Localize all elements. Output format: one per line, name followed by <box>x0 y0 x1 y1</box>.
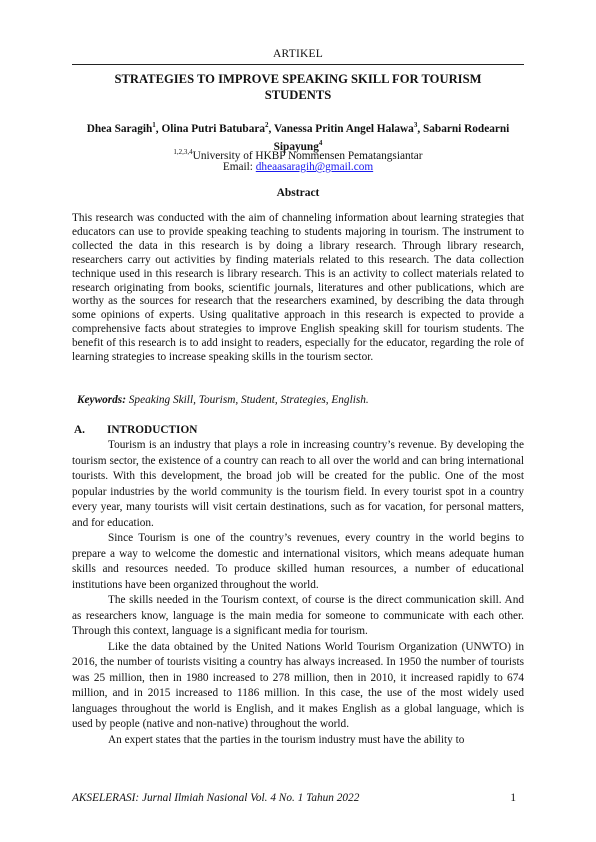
paragraph: An expert states that the parties in the tourism industry must have the ability to <box>108 733 465 746</box>
abstract-heading: Abstract <box>276 187 320 199</box>
author-3-sup: 3 <box>413 121 418 129</box>
title-line-1: STRATEGIES TO IMPROVE SPEAKING SKILL FOR TOURISM <box>114 72 482 86</box>
section-title: INTRODUCTION <box>107 424 198 436</box>
footer-journal: AKSELERASI: Jurnal Ilmiah Nasional Vol. 4 No. 1 Tahun 2022 <box>72 792 360 804</box>
paragraph: The skills needed in the Tourism context, of course is the direct communication skill. And as researchers know, language is the main media for someone to communicate with each other. Through this context, language is a significant media for tourism. <box>72 594 524 637</box>
page-footer <box>72 792 524 804</box>
page-number: 1 <box>510 792 516 804</box>
section-heading <box>74 424 524 436</box>
section-number: A. <box>74 424 85 436</box>
paragraph: Since Tourism is one of the country’s revenues, every country in the world begins to prepare a way to welcome the domestic and international visitors, which means adequate human skills and resources needed. To produce skilled human resources, a number of educational institutions have been organized throughout the world. <box>72 532 524 591</box>
keywords-line <box>77 393 524 407</box>
author-1-sup: 1 <box>152 121 156 129</box>
author-4: Sabarni Rodearni Sipayung <box>273 122 510 154</box>
keywords-text: Speaking Skill, Tourism, Student, Strategies, English. <box>125 394 369 406</box>
paragraph: Tourism is an industry that plays a role in increasing country’s revenue. By developing the tourism sector, the existence of a country can reach to all over the world and can bring international tourists. With this development, the broad job will be created for the public. One of the most popular industries by the world community is the tourism field. In every tourist spot in a country every year, many tourists will visit certain destinations, such as for vacation, for personal matters, and for education. <box>72 439 524 529</box>
author-2: Olina Putri Batubara <box>161 122 266 135</box>
author-2-sup: 2 <box>265 121 269 129</box>
paragraph: Like the data obtained by the United Nations World Tourism Organization (UNWTO) in 2016, the number of tourists visiting a country has always increased. In 1950 the number of tourists was 25 million, then in 1980 increased to 278 million, then in 2010, it increased rapidly to 674 million, and in 2015 increased to 1186 million. In this case, the use of the most widely used languages throughout the world is English, and it makes English as a global language, which is used by people (native and non-native) throughout the world. <box>72 640 524 730</box>
email-link[interactable]: dheaasaragih@gmail.com <box>255 161 374 173</box>
affiliation-sup: 1,2,3,4 <box>173 148 193 156</box>
paper-title <box>72 71 524 103</box>
author-1: Dhea Saragih <box>86 122 153 135</box>
author-4-sup: 4 <box>318 139 323 148</box>
title-line-2: STUDENTS <box>264 88 332 102</box>
introduction-body <box>72 438 524 748</box>
author-list: Dhea Saragih$^1$, Olina Putri Batubara$^2$, Vanessa Pritin Angel Halawa$^3$, Sabarni Rodearni Sipayung$^4$ <box>86 121 510 154</box>
header-rule <box>72 64 524 65</box>
affiliation-text: University of HKBP Nommensen Pematangsiantar <box>192 149 423 162</box>
keywords-label: Keywords: <box>77 394 126 406</box>
email-label: Email: <box>222 161 256 173</box>
running-header: ARTIKEL <box>273 48 323 60</box>
email-line <box>72 160 524 175</box>
author-3: Vanessa Pritin Angel Halawa <box>273 122 414 135</box>
abstract-text: This research was conducted with the aim of channeling information about learning strategies that educators can use to provide speaking teaching to students majoring in tourism. The instrument to collected the data in this research is by doing a library research. Through library research, researchers carry out activities by finding materials related to this research. The data collection technique used in this research is library research. This is an activity to collect materials related to research originating from books, scientific journals, literatures and other publications, which are worthy as the sources for research that the researchers examined, by describing the data through some opinions of experts. Using qualitative approach in this research is expected to provide a comprehensive facts about strategies to improve English speaking skill for tourism students. The benefit of this research is to add insight to readers, especially for the educator, regarding the role of learning strategies to increase speaking skills in the tourism sector. <box>72 212 524 364</box>
